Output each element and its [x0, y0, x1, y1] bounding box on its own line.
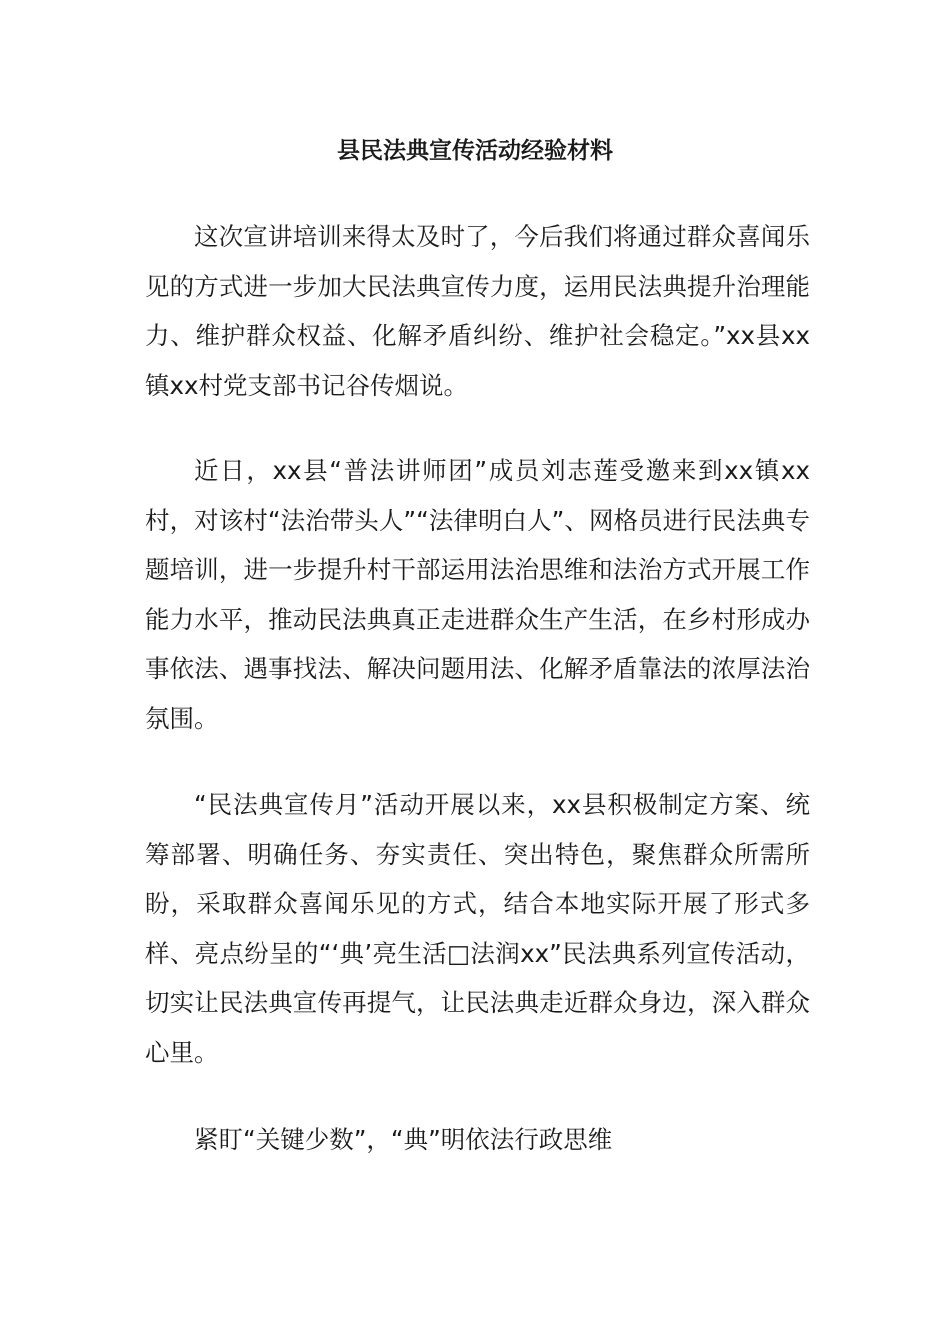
paragraph-1: 这次宣讲培训来得太及时了，今后我们将通过群众喜闻乐见的方式进一步加大民法典宣传力度，运用民法典提升治理能力、维护群众权益、化解矛盾纠纷、维护社会稳定。”xx县xx镇xx村党支部书记谷传烟说。: [145, 222, 810, 400]
section-heading: 紧盯“关键少数”，“典”明依法行政思维: [194, 1125, 613, 1154]
paragraph-3: “民法典宣传月”活动开展以来，xx县积极制定方案、统筹部署、明确任务、夯实责任、突出特色，聚焦群众所需所盼，采取群众喜闻乐见的方式，结合本地实际开展了形式多样、亮点纷呈的“‘典’亮生活□法润xx”民法典系列宣传活动，切实让民法典宣传再提气，让民法典走近群众身边，深入群众心里。: [145, 790, 810, 1067]
document-title: 县民法典宣传活动经验材料: [337, 138, 613, 164]
paragraph-2: 近日，xx县“普法讲师团”成员刘志莲受邀来到xx镇xx村，对该村“法治带头人”“法律明白人”、网格员进行民法典专题培训，进一步提升村干部运用法治思维和法治方式开展工作能力水平，推动民法典真正走进群众生产生活，在乡村形成办事依法、遇事找法、解决问题用法、化解矛盾靠法的浓厚法治氛围。: [145, 456, 810, 733]
